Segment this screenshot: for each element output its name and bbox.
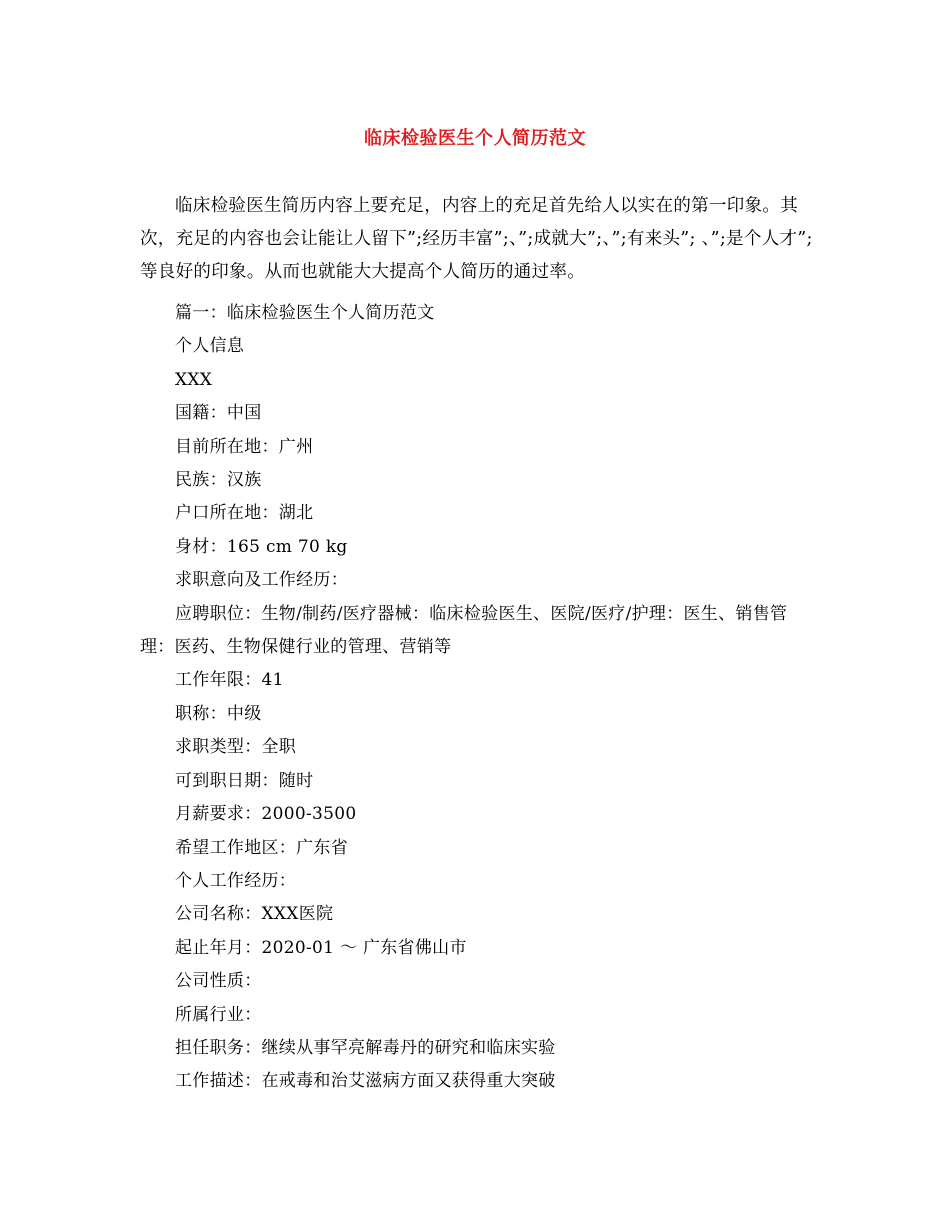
nationality-line: 国籍：中国: [175, 403, 262, 424]
personal-info-heading: 个人信息: [175, 336, 245, 357]
work-years-line: 工作年限：41: [175, 670, 284, 691]
job-intention-heading: 求职意向及工作经历：: [175, 570, 348, 591]
document-title: 临床检验医生个人简历范文: [364, 128, 586, 149]
current-location-line: 目前所在地：广州: [175, 436, 314, 457]
company-name-line: 公司名称：XXX医院: [175, 904, 334, 925]
intro-paragraph: 临床检验医生简历内容上要充足，内容上的充足首先给人以实在的第一印象。其次，充足的内容也会让能让人留下”;经历丰富”;、”;成就大”;、”;有来头”; 、”;是个人才”;等良好的印象。从而也就能大大提高个人简历的通过率。: [140, 196, 813, 282]
company-type-line: 公司性质：: [175, 971, 262, 992]
available-date-line: 可到职日期：随时: [175, 770, 314, 791]
preferred-region-line: 希望工作地区：广东省: [175, 837, 348, 858]
position-held-line: 担任职务：继续从事罕亮解毒丹的研究和临床实验: [175, 1037, 556, 1058]
ethnicity-line: 民族：汉族: [175, 470, 262, 491]
job-description-line: 工作描述：在戒毒和治艾滋病方面又获得重大突破: [175, 1071, 556, 1092]
height-weight-line: 身材：165 cm 70 kg: [175, 536, 348, 557]
professional-title-line: 职称：中级: [175, 703, 262, 724]
employment-period-line: 起止年月：2020-01 ～ 广东省佛山市: [175, 937, 467, 958]
household-registration-line: 户口所在地：湖北: [175, 503, 314, 524]
industry-line: 所属行业：: [175, 1004, 262, 1025]
applied-position-line: 应聘职位：生物/制药/医疗器械：临床检验医生、医院/医疗/护理：医生、销售管理：医药、生物保健行业的管理、营销等: [140, 603, 788, 658]
work-experience-heading: 个人工作经历：: [175, 870, 297, 891]
name-line: XXX: [175, 369, 213, 390]
section-heading-example-1: 篇一：临床检验医生个人简历范文: [175, 303, 435, 323]
job-type-line: 求职类型：全职: [175, 737, 297, 758]
resume-body: [140, 297, 820, 1099]
salary-line: 月薪要求：2000-3500: [175, 804, 357, 825]
